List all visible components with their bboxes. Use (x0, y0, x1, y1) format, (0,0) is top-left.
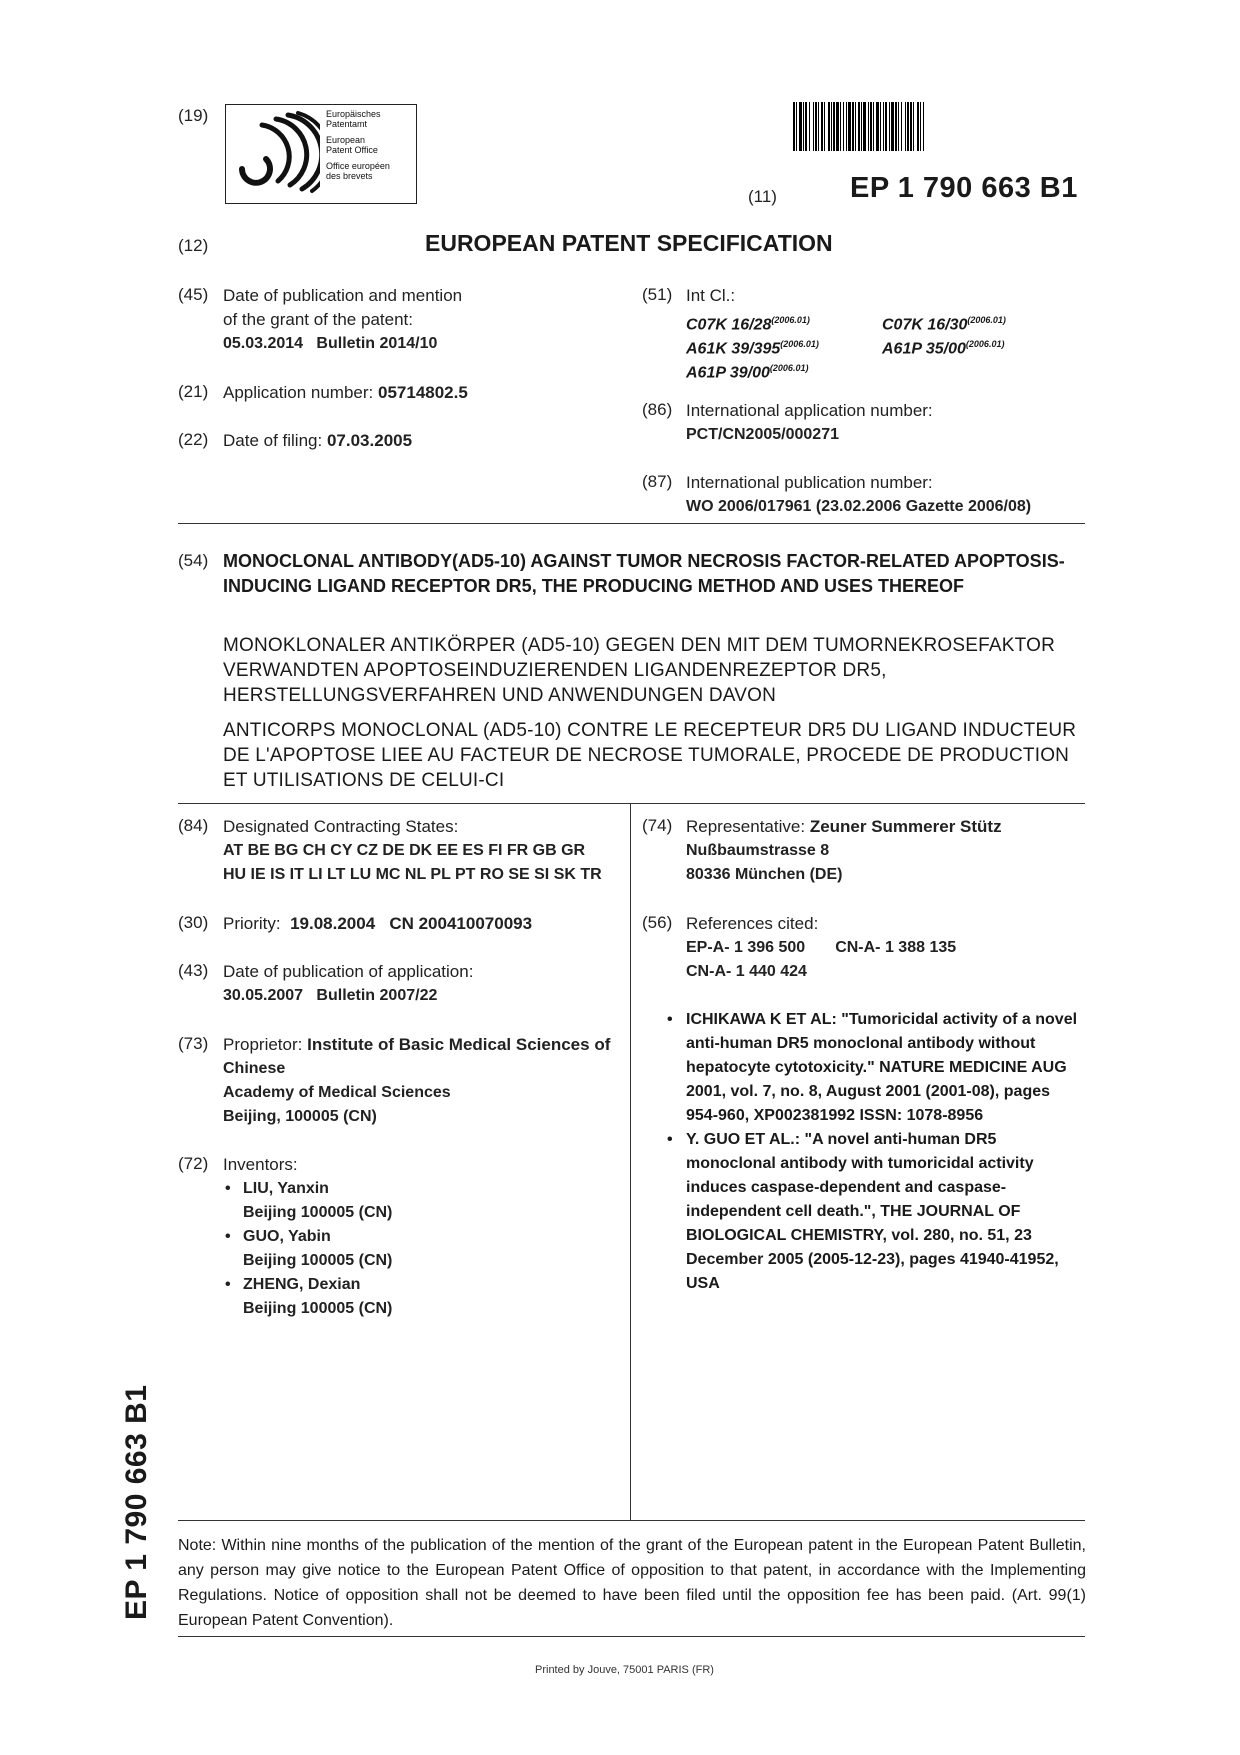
epo-logo (225, 104, 417, 204)
inid-19: (19) (178, 106, 209, 125)
epo-logo-icon (232, 111, 320, 197)
logo-line: European (326, 135, 366, 145)
designated-states (223, 815, 602, 887)
int-cl-version: (2006.01) (965, 339, 1005, 349)
reference-list (686, 1008, 1080, 1296)
inid-30: (30) (178, 913, 209, 932)
inventor-address: Beijing 100005 (CN) (243, 1252, 393, 1269)
inid-11: (11) (748, 187, 777, 206)
inid-72: (72) (178, 1154, 209, 1173)
inid-21: (21) (178, 382, 209, 401)
int-cl-version: (2006.01) (780, 339, 819, 349)
proprietor-line: Chinese (223, 1060, 286, 1077)
nonpatent-literature (686, 1008, 1080, 1296)
inid-12: (12) (178, 236, 209, 255)
inventor-address: Beijing 100005 (CN) (243, 1300, 393, 1317)
intl-publication-value: WO 2006/017961 (23.02.2006 Gazette 2006/08) (686, 498, 1032, 515)
inid-87: (87) (642, 472, 673, 491)
int-cl-code: A61K 39/395 (686, 340, 781, 358)
grant-label-2: of the grant of the patent: (223, 310, 413, 329)
application-number-label: Application number: (223, 383, 374, 402)
application-publication-label: Date of publication of application: (223, 962, 474, 981)
logo-line: Office européen (326, 161, 390, 171)
proprietor-line: Beijing, 100005 (CN) (223, 1108, 377, 1125)
application-publication (223, 960, 473, 1008)
application-number-value: 05714802.5 (378, 383, 468, 402)
filing-date-label: Date of filing: (223, 431, 323, 450)
designated-states-line: AT BE BG CH CY CZ DE DK EE ES FI FR GB GR (223, 842, 586, 859)
inid-86: (86) (642, 400, 673, 419)
barcode-bar (924, 102, 925, 151)
designated-states-label: Designated Contracting States: (223, 817, 459, 836)
patent-citation: CN-A- 1 388 135 (835, 939, 957, 956)
inventors (223, 1153, 603, 1321)
inid-43: (43) (178, 961, 209, 980)
grant-date-value: 05.03.2014 Bulletin 2014/10 (223, 335, 438, 352)
proprietor-line: Institute of Basic Medical Sciences of (307, 1035, 611, 1054)
intl-publication-label: International publication number: (686, 473, 933, 492)
title-english: MONOCLONAL ANTIBODY(AD5-10) AGAINST TUMOR NECROSIS FACTOR-RELATED APOPTOSIS-INDUCING LIGAND RECEPTOR DR5, THE PRODUCING METHOD AND USES THEREOF (223, 551, 1065, 596)
intl-publication (686, 471, 1031, 519)
int-cl-item (882, 332, 1004, 361)
inventor-name: • GUO, Yabin (243, 1228, 331, 1245)
int-cl-version: (2006.01) (771, 315, 810, 325)
inid-51: (51) (642, 285, 673, 304)
divider (178, 803, 1085, 804)
patent-citation: EP-A- 1 396 500 (686, 939, 806, 956)
int-cl-code: C07K 16/30 (882, 316, 968, 334)
inventor-item (225, 1177, 603, 1225)
epo-logo-text (326, 109, 390, 181)
divider (178, 1636, 1085, 1637)
inventor-name: • LIU, Yanxin (243, 1180, 329, 1197)
opposition-note: Note: Within nine months of the publication of the mention of the grant of the European patent in the European Patent Bulletin, any person may give notice to the European Patent Office of opposition to that patent, in accordance with the Implementing Regulations. Notice of opposition shall not be deemed to have been filed until the opposition fee has been paid. (Art. 99(1) European Patent Convention). (178, 1537, 1086, 1629)
inid-54: (54) (178, 551, 209, 570)
filing-date (223, 429, 412, 453)
logo-line: Patent Office (326, 145, 378, 155)
proprietor (223, 1033, 610, 1129)
representative-name: Zeuner Summerer Stütz (809, 817, 1002, 836)
inid-73: (73) (178, 1034, 209, 1053)
priority (223, 912, 532, 936)
inventor-item (225, 1225, 603, 1273)
inventor-list (225, 1177, 603, 1321)
document-type: EUROPEAN PATENT SPECIFICATION (425, 230, 833, 256)
int-cl-label: Int Cl.: (686, 286, 736, 305)
int-cl-item (686, 356, 808, 385)
publication-number: EP 1 790 663 B1 (850, 172, 1078, 204)
int-cl-code: A61P 35/00 (882, 340, 966, 358)
inid-45: (45) (178, 285, 209, 304)
inventors-label: Inventors: (223, 1155, 298, 1174)
int-cl-code: C07K 16/28 (686, 316, 772, 334)
inventor-address: Beijing 100005 (CN) (243, 1204, 393, 1221)
title-german: MONOKLONALER ANTIKÖRPER (AD5-10) GEGEN DEN MIT DEM TUMORNEKROSEFAKTOR VERWANDTEN APOPTOSEINDUZIERENDEN LIGANDENREZEPTOR DR5, HERSTELLUNGSVERFAHREN UND ANWENDUNGEN DAVON (223, 635, 1055, 706)
references-cited (686, 912, 956, 984)
references-label: References cited: (686, 914, 819, 933)
inventor-name: • ZHENG, Dexian (243, 1276, 361, 1293)
representative (686, 815, 1002, 887)
proprietor-line: Academy of Medical Sciences (223, 1084, 451, 1101)
divider (178, 1520, 1085, 1521)
intl-application-label: International application number: (686, 401, 933, 420)
grant-date-block (223, 284, 462, 356)
filing-date-value: 07.03.2005 (326, 431, 413, 450)
application-publication-value: 30.05.2007 Bulletin 2007/22 (223, 987, 438, 1004)
title-french: ANTICORPS MONOCLONAL (AD5-10) CONTRE LE RECEPTEUR DR5 DU LIGAND INDUCTEUR DE L'APOPTOSE LIEE AU FACTEUR DE NECROSE TUMORALE, PROCEDE DE PRODUCTION ET UTILISATIONS DE CELUI-CI (223, 720, 1077, 791)
reference-item: • ICHIKAWA K ET AL: "Tumoricidal activity of a novel anti-human DR5 monoclonal antibody without hepatocyte cytotoxicity." NATURE MEDICINE AUG 2001, vol. 7, no. 8, August 2001 (2001-08), pages 954-960, XP002381992 ISSN: 1078-8956 (686, 1008, 1080, 1128)
column-divider (630, 803, 631, 1520)
grant-label-1: Date of publication and mention (223, 286, 463, 305)
barcode (793, 102, 1087, 151)
logo-line: Patentamt (326, 119, 368, 129)
int-cl-code: A61P 39/00 (686, 364, 770, 382)
intl-application-value: PCT/CN2005/000271 (686, 426, 839, 443)
logo-line: Europäisches (326, 109, 381, 119)
logo-line: des brevets (326, 171, 373, 181)
int-cl-version: (2006.01) (967, 315, 1006, 325)
representative-label: Representative: (686, 817, 806, 836)
designated-states-line: HU IE IS IT LI LT LU MC NL PL PT RO SE SI SK TR (223, 866, 602, 883)
patent-citation: CN-A- 1 440 424 (686, 963, 807, 980)
inventor-item (225, 1273, 603, 1321)
reference-item: • Y. GUO ET AL.: "A novel anti-human DR5 monoclonal antibody with tumoricidal activity induces caspase-dependent and caspase-independent cell death.", THE JOURNAL OF BIOLOGICAL CHEMISTRY, vol. 280, no. 51, 23 December 2005 (2005-12-23), pages 41940-41952, USA (686, 1128, 1080, 1296)
representative-address: 80336 München (DE) (686, 866, 843, 883)
intl-application (686, 399, 933, 447)
proprietor-label: Proprietor: (223, 1035, 303, 1054)
priority-label: Priority: (223, 914, 281, 933)
inid-84: (84) (178, 816, 209, 835)
inid-56: (56) (642, 913, 673, 932)
int-cl-version: (2006.01) (769, 363, 809, 373)
divider (178, 523, 1085, 524)
inid-22: (22) (178, 430, 209, 449)
representative-address: Nußbaumstrasse 8 (686, 842, 830, 859)
inid-74: (74) (642, 816, 673, 835)
vertical-publication-number: EP 1 790 663 B1 (120, 1384, 153, 1620)
application-number (223, 381, 468, 405)
printer-credit: Printed by Jouve, 75001 PARIS (FR) (535, 1664, 714, 1676)
priority-value: 19.08.2004 CN 200410070093 (290, 914, 533, 933)
